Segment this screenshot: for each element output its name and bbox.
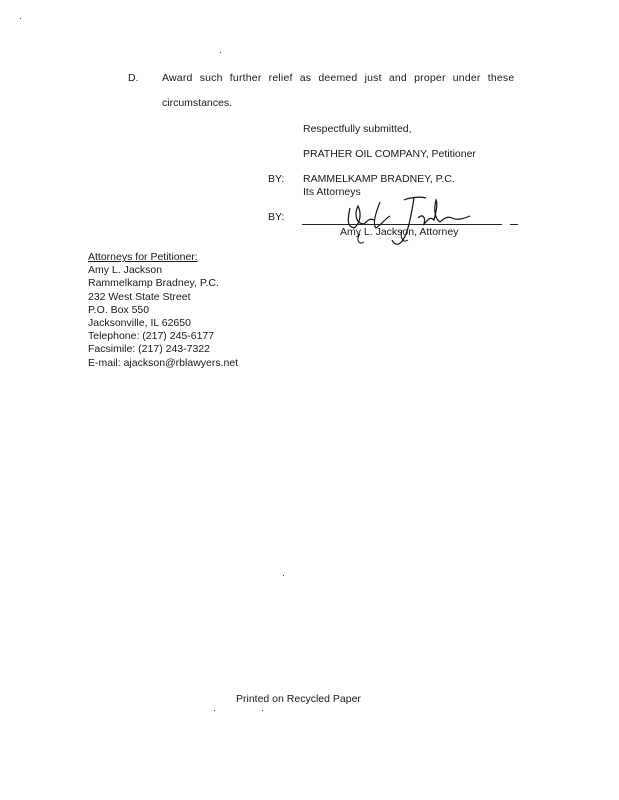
facsimile: Facsimile: (217) 243-7322: [88, 343, 210, 356]
relief-item-letter: D.: [128, 72, 139, 84]
scan-speck: [20, 18, 21, 19]
law-firm-name: RAMMELKAMP BRADNEY, P.C.: [303, 173, 455, 185]
by-label: BY:: [268, 211, 285, 223]
relief-item-text: Award such further relief as deemed just and proper under these: [162, 72, 515, 84]
telephone: Telephone: (217) 245-6177: [88, 330, 215, 343]
scan-speck: [283, 575, 284, 576]
city-state-zip: Jacksonville, IL 62650: [88, 317, 191, 330]
signer-name: Amy L. Jackson, Attorney: [340, 226, 459, 238]
closing-line: Respectfully submitted,: [303, 123, 412, 135]
by-label: BY:: [268, 173, 285, 185]
footer-note: Printed on Recycled Paper: [236, 693, 361, 705]
attorney-name: Amy L. Jackson: [88, 264, 163, 277]
attorneys-block: [88, 251, 238, 370]
signature-line: [302, 224, 502, 225]
signature-line-dash: [510, 224, 518, 225]
po-box: P.O. Box 550: [88, 303, 150, 316]
party-name: PRATHER OIL COMPANY, Petitioner: [303, 148, 476, 160]
email: E-mail: ajackson@rblawyers.net: [88, 356, 239, 369]
scan-speck: [220, 52, 221, 53]
scan-speck: [262, 710, 263, 711]
firm-role: Its Attorneys: [303, 186, 361, 198]
scan-speck: [214, 710, 215, 711]
relief-item-text-continued: circumstances.: [162, 97, 233, 109]
firm-name: Rammelkamp Bradney, P.C.: [88, 277, 219, 290]
attorneys-heading: Attorneys for Petitioner:: [88, 251, 198, 263]
street-address: 232 West State Street: [88, 290, 191, 303]
